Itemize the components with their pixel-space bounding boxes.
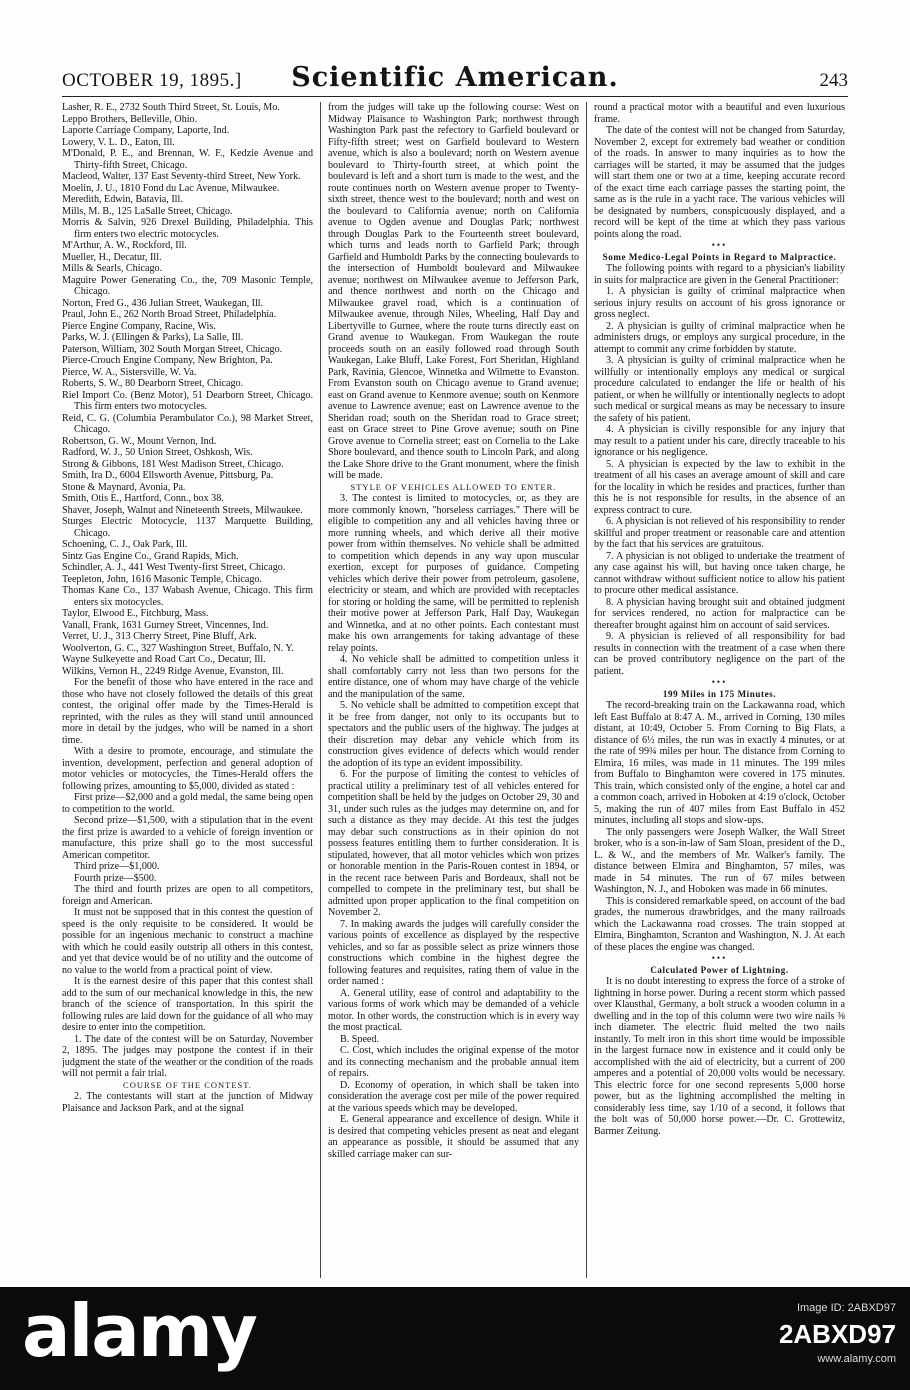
- entrant-entry: Roberts, S. W., 80 Dearborn Street, Chicago.: [62, 378, 244, 389]
- entrant-entry: Reid, C. G. (Columbia Perambulator Co.), 98 Market Street, Chicago.: [62, 412, 313, 435]
- stock-footer-bar: [0, 1287, 910, 1390]
- column-divider: [586, 102, 587, 1278]
- entrant-entry: Radford, W. J., 50 Union Street, Oshkosh, Wis.: [62, 447, 253, 458]
- entrant-entry: Smith, Otis E., Hartford, Conn., box 38.: [62, 493, 224, 504]
- paragraph: With a desire to promote, encourage, and stimulate the invention, development, perfection and general adoption of motor vehicles or motocycles, the Times-Herald offers the following prizes, amounting to $5,000, divided as stated :: [62, 746, 313, 792]
- paragraph: 2. The contestants will start at the junction of Midway Plaisance and Jackson Park, and at the signal: [62, 1091, 313, 1114]
- paragraph: 5. No vehicle shall be admitted to competition except that it be free from danger, not only to its occupants but to spectators and the public users of the highway. The judges at their discretion may debar any vehicle which from its construction gives evidence of defects which would render the adoption of its type an evident impossibility.: [328, 700, 579, 769]
- paragraph: 6. For the purpose of limiting the contest to vehicles of practical utility a preliminary test of all vehicles entered for competition shall be held by the judges on October 29, 30 and 31, under such rules as the judges may determine on, and for such a distance as they may decide. At this test the judges may debar such constructions as in their opinion do not possess features entitling them to further consideration. It is stipulated, however, that all motor vehicles which won prizes or honorable mention in the Paris-Rouen contest in 1894, or in the recent race between Paris and Bordeaux, shall not be compelled to compete in the preliminary test, but shall be admitted upon proper application to the final competition on November 2.: [328, 769, 579, 918]
- journal-title: Scientific American.: [291, 62, 619, 93]
- paragraph: 1. A physician is guilty of criminal malpractice when serious injury results on account of his gross ignorance or gross neglect.: [594, 286, 845, 320]
- paragraph: The following points with regard to a physician's liability in suits for malpractice are given in the General Practitioner:: [594, 263, 845, 286]
- paragraph: 9. A physician is relieved of all responsibility for bad results in connection with the treatment of a case when there can be proved contributory negligence on the part of the patient.: [594, 631, 845, 677]
- column-2: [328, 102, 579, 1280]
- entrant-entry: Smith, Ira D., 6004 Ellsworth Avenue, Pittsburg, Pa.: [62, 470, 274, 481]
- article-heading: 199 Miles in 175 Minutes.: [662, 688, 777, 699]
- paragraph: 2. A physician is guilty of criminal malpractice when he administers drugs, or employs any surgical procedure, in the attempt to commit any crime forbidden by statute.: [594, 320, 845, 355]
- paragraph: 8. A physician having brought suit and obtained judgment for services rendered, no action for malpractice can be thereafter brought against him on account of said services.: [594, 596, 845, 631]
- paragraph: The record-breaking train on the Lackawanna road, which left East Buffalo at 8:47 A. M., arrived in Corning, 130 miles distant, at 10:49, October 5. From Corning to Big Flats, a distance of 6½ miles, the run was in exactly 4 minutes, or at the rate of 99¾ miles per hour. The distance from Corning to Elmira, 16 miles, was made in 11 minutes. The 199 miles from Buffalo to Binghamton were covered in 175 minutes. This train, which consisted only of the engine, a hotel car and a common coach, arrived in Hoboken at 4:19 o'clock, October 5, making the run of 407 miles from East Buffalo in 452 minutes, including all stops and slow-ups.: [594, 700, 845, 826]
- paragraph: A. General utility, ease of control and adaptability to the various forms of work which may be demanded of a vehicle motor. In other words, the construction which is in every way the most practical.: [328, 987, 579, 1033]
- image-id-label: Image ID: 2ABXD97: [796, 1302, 896, 1314]
- paragraph: 3. A physician is guilty of criminal malpractice when he willfully or intentionally employs any medical or surgical procedure calculated to endanger the life or health of his patient, or when he willfully or intentionally neglects to adopt such medical or surgical means as may be necessary to insure the safety of his patient.: [594, 355, 845, 424]
- entrant-entry: M'Arthur, A. W., Rockford, Ill.: [62, 240, 187, 251]
- paragraph: It must not be supposed that in this contest the question of speed is the only requisite to be considered. It would be possible for an ingenious mechanic to construct a machine with which he could easily outstrip all others in this contest, and yet that device would be of no utility and the outcome of no value to the world from a practical point of view.: [62, 907, 313, 976]
- article-heading: Some Medico-Legal Points in Regard to Malpractice.: [602, 251, 837, 262]
- entrant-entry: Riel Import Co. (Benz Motor), 51 Dearborn Street, Chicago. This firm enters two motocycles.: [62, 389, 313, 412]
- entrant-entry: Parks, W. J. (Ellingen & Parks), La Salle, Ill.: [62, 332, 244, 343]
- ornament-divider: •••: [711, 953, 728, 963]
- site-url: www.alamy.com: [817, 1353, 896, 1365]
- paragraph: from the judges will take up the following course: West on Midway Plaisance to Washington Park; northwest through Washington Park past the refectory to Garfield boulevard or Fifty-fifth street; west on Garfield boulevard to Western avenue, which is also a boulevard; north on Western avenue boulevard to Thirty-fourth street, at which point the boulevard is left and a short turn is made to the west, and the route continues north on Western avenue proper to Twenty-sixth street, thence west to the boulevard; north and west on the boulevard to California avenue; north on California avenue to Ogden avenue and Douglas Park; northwest through Douglas Park to the Fourteenth street boulevard, which turns and leads north to Garfield Park; through Garfield and Humboldt Parks by the connecting boulevards to the intersection of Humboldt boulevard and Milwaukee avenue; northwest on Milwaukee avenue to Jefferson Park, and thence northwest and north on the Chicago and Milwaukee gravel road, which is a continuation of Milwaukee avenue, through Niles, Wheeling, Half Day and Libertyville to Gurnee, where the route turns directly east on Grand avenue to Waukegan. From Waukegan the route proceeds south on an easily followed road through South Waukegan, Lake Bluff, Lake Forest, Fort Sheridan, Highland Park, Ravinia, Glencoe, Winnetka and Wilmette to Evanston. From Evanston south on Chicago avenue to Grand avenue; east on Grand avenue to Kenmore avenue; south on Kenmore avenue to Lawrence avenue; east on Lawrence avenue to the Sheridan road; south on the Sheridan road to Grace street; east on Grace street to Pine Grove avenue; south on Pine Grove avenue to Cornelia street; east on Cornelia to the Lake Shore boulevard, and thence south to Lincoln Park, and along the Lake Shore drive to the Grant monument, where the finish will be made.: [328, 102, 579, 481]
- masthead: [62, 56, 848, 96]
- entrant-entry: Sintz Gas Engine Co., Grand Rapids, Mich.: [62, 550, 239, 562]
- page-number: 243: [819, 70, 848, 91]
- section-subheading: STYLE OF VEHICLES ALLOWED TO ENTER.: [350, 481, 557, 492]
- paragraph: 7. In making awards the judges will carefully consider the various points of excellence as displayed by the respective vehicles, and so far as possible select as prize winners those constructions which combine in the highest degree the following features and requisites, rating them of value in the order named :: [328, 918, 579, 987]
- paragraph: Third prize—$1,000.: [74, 861, 160, 872]
- paragraph: 1. The date of the contest will be on Saturday, November 2, 1895. The judges may postpone the contest if in their judgment the state of the weather or the condition of the roads will not permit a fair trial.: [62, 1033, 313, 1079]
- entrant-entry: Mueller, H., Decatur, Ill.: [62, 251, 162, 263]
- section-subheading: COURSE OF THE CONTEST.: [123, 1079, 252, 1090]
- entrant-entry: Vanall, Frank, 1631 Gurney Street, Vincennes, Ind.: [62, 619, 269, 631]
- entrant-entry: Taylor, Elwood E., Fitchburg, Mass.: [62, 608, 209, 619]
- entrant-entry: Sturges Electric Motocycle, 1137 Marquette Building, Chicago.: [62, 516, 313, 539]
- paragraph: B. Speed.: [340, 1033, 379, 1045]
- ornament-divider: •••: [711, 677, 728, 687]
- paragraph: 3. The contest is limited to motocycles, or, as they are more commonly known, "horseless carriages." There will be eligible to competition any and all vehicles having three or more running wheels, and which derive all their motive power from within themselves. No vehicle shall be admitted to competition which depends in any way upon muscular exertion, except for purposes of guidance. Competing vehicles which derive their power from petroleum, gasolene, electricity or steam, and which are provided with receptacles for storing or holding the same, will be permitted to replenish their motive power at Jefferson Park, Half Day, Waukegan and Winnetka, and at no other points. Each contestant must make his own arrangements for taking advantage of these relay points.: [328, 493, 579, 654]
- entrant-entry: Teepleton, John, 1616 Masonic Temple, Chicago.: [62, 573, 262, 585]
- paragraph: For the benefit of those who have entered in the race and those who have not closely followed the details of this great contest, the original offer made by the Times-Herald is reprinted, with the rules as they will stand until announced more in detail by the judges, who will be named in a short time.: [62, 677, 313, 746]
- column-1: [62, 102, 313, 1280]
- entrant-entry: Morris & Salvin, 926 Drexel Building, Philadelphia. This firm enters two electric motocycles.: [62, 217, 313, 240]
- paragraph: C. Cost, which includes the original expense of the motor and its connecting mechanism and the probable annual item of repairs.: [328, 1045, 579, 1079]
- entrant-entry: Strong & Gibbons, 181 West Madison Street, Chicago.: [62, 458, 284, 470]
- paragraph: E. General appearance and excellence of design. While it is desired that competing vehicles present as neat and elegant an appearance as possible, it should be assumed that any skilled carriage maker can sur-: [328, 1114, 579, 1160]
- entrant-entry: Pierce-Crouch Engine Company, New Brighton, Pa.: [62, 355, 273, 366]
- image-id-block: [779, 1299, 896, 1369]
- paragraph: It is no doubt interesting to express the force of a stroke of lightning in horse power. During a recent storm which passed over Klausthal, Germany, a bolt struck a wooden column in a dwelling and in the top of this column were two wire nails ⅜ inch diameter. The electric fluid melted the two nails instantly. To melt iron in this short time would be impossible in the largest furnace now in existence and it could only be accomplished with the aid of electricity, but a current of 200 amperes and a potential of 20,000 volts would be necessary. This electric force for one second represents 5,000 horse power, but as the lightning accomplished the melting in considerably less time, say 1/10 of a second, it follows that the bolt was of 50,000 horse power.—Dr. C. Grottewitz, Barmer Zeitung.: [594, 976, 845, 1137]
- entrant-entry: Mills, M. B., 125 LaSalle Street, Chicago.: [62, 205, 233, 217]
- paragraph: The third and fourth prizes are open to all competitors, foreign and American.: [62, 884, 313, 907]
- paragraph: round a practical motor with a beautiful and even luxurious frame.: [594, 102, 845, 125]
- paragraph: Second prize—$1,500, with a stipulation that in the event the first prize is awarded to a vehicle of foreign invention or manufacture, this prize shall go to the most successful American competitor.: [62, 815, 313, 861]
- entrant-entry: Meredith, Edwin, Batavia, Ill.: [62, 194, 183, 205]
- column-divider: [320, 102, 321, 1278]
- entrant-entry: Pierce Engine Company, Racine, Wis.: [62, 320, 216, 332]
- entrant-entry: Schindler, A. J., 441 West Twenty-first Street, Chicago.: [62, 562, 286, 573]
- column-3: [594, 102, 845, 1280]
- entrant-entry: Macleod, Walter, 137 East Seventy-third Street, New York.: [62, 171, 301, 182]
- entrant-entry: Verret, U. J., 313 Cherry Street, Pine Bluff, Ark.: [62, 631, 257, 642]
- entrant-entry: Shaver, Joseph, Walnut and Nineteenth Streets, Milwaukee.: [62, 504, 303, 516]
- article-heading: Calculated Power of Lightning.: [650, 964, 789, 975]
- image-id: 2ABXD97: [778, 1319, 896, 1349]
- paragraph: Fourth prize—$500.: [74, 872, 157, 884]
- header-rule: [62, 96, 848, 97]
- entrant-entry: Moelin, J. U., 1810 Fond du Lac Avenue, Milwaukee.: [62, 182, 280, 194]
- entrant-entry: Wayne Sulkeyette and Road Cart Co., Decatur, Ill.: [62, 654, 266, 665]
- entrant-entry: M'Donald, P. E., and Brennan, W. F., Kedzie Avenue and Thirty-fifth Street, Chicago.: [62, 148, 313, 171]
- alamy-logo: alamy: [22, 1289, 256, 1373]
- paragraph: 6. A physician is not relieved of his responsibility to render skillful and proper treatment or reasonable care and attention by the fact that his services are gratuitous.: [594, 516, 845, 550]
- paragraph: 7. A physician is not obliged to undertake the treatment of any case against his will, but having once taken charge, he cannot withdraw without sufficient notice to allow his patient to procure other medical assistance.: [594, 550, 845, 596]
- paragraph: 5. A physician is expected by the law to exhibit in the treatment of all his cases an average amount of skill and care for the locality in which he resides and practices, further than this he is not responsible for results, in the absence of an express contract to cure.: [594, 458, 845, 516]
- entrant-entry: Schoening, C. J., Oak Park, Ill.: [62, 539, 188, 550]
- paragraph: D. Economy of operation, in which shall be taken into consideration the average cost per mile of the power required at the various speeds which may be developed.: [328, 1079, 579, 1114]
- entrant-entry: Robertson, G. W., Mount Vernon, Ind.: [62, 435, 217, 447]
- paragraph: The date of the contest will not be changed from Saturday, November 2, except for extremely bad weather or condition of the roads. In answer to many inquiries as to how the carriages will be started, it may be assumed that the judges will start them one or two at a time, keeping accurate record of the exact time each carriage passes the starting point, the same as is the rule in a yacht race. The various vehicles will be designated by numbers, conspicuously displayed, and a record will be kept of the time at which they pass various points along the road.: [594, 125, 845, 240]
- paragraph: The only passengers were Joseph Walker, the Wall Street broker, who is a son-in-law of Sam Sloan, president of the D., L. & W., and the members of Mr. Walker's family. The distance between Elmira and Binghamton, 57 miles, was made in 54 minutes. The run of 67 miles between Washington, N. J., and Hoboken was made in 66 minutes.: [594, 826, 845, 895]
- entrant-entry: Stone & Maynard, Avonia, Pa.: [62, 481, 186, 493]
- entrant-entry: Laporte Carriage Company, Laporte, Ind.: [62, 125, 230, 136]
- entrant-entry: Lowery, V. L. D., Eaton, Ill.: [62, 136, 175, 148]
- entrant-list: [62, 102, 313, 677]
- entrant-entry: Maguire Power Generating Co., the, 709 Masonic Temple, Chicago.: [62, 274, 313, 297]
- entrant-entry: Lasher, R. E., 2732 South Third Street, St. Louis, Mo.: [62, 102, 280, 113]
- entrant-entry: Mills & Searls, Chicago.: [62, 263, 163, 274]
- entrant-entry: Praul, John E., 262 North Broad Street, Philadelphia.: [62, 309, 277, 320]
- paragraph: This is considered remarkable speed, on account of the bad grades, the numerous drawbridges, and the many railroads which the Lackawanna road crosses. The train stopped at Elmira, Binghamton, Scranton and Washington, N. J. At each of these places the engine was changed.: [594, 895, 845, 953]
- entrant-entry: Paterson, William, 302 South Morgan Street, Chicago.: [62, 343, 283, 355]
- entrant-entry: Norton, Fred G., 436 Julian Street, Waukegan, Ill.: [62, 297, 264, 309]
- entrant-entry: Woolverton, G. C., 327 Washington Street, Buffalo, N. Y.: [62, 642, 294, 654]
- paragraph: First prize—$2,000 and a gold medal, the same being open to competition to the world.: [62, 792, 313, 815]
- paragraph: It is the earnest desire of this paper that this contest shall add to the sum of our mechanical knowledge in this, the new branch of the science of transportation. In this spirit the following rules are laid down for the guidance of all who may desire to enter into the competition.: [62, 976, 313, 1033]
- entrant-entry: Pierce, W. A., Sistersville, W. Va.: [62, 366, 197, 378]
- entrant-entry: Thomas Kane Co., 137 Wabash Avenue, Chicago. This firm enters six motocycles.: [62, 585, 313, 608]
- ornament-divider: •••: [711, 240, 728, 250]
- paragraph: 4. A physician is civilly responsible for any injury that may result to a patient under his care, directly traceable to his ignorance or his negligence.: [594, 424, 845, 458]
- entrant-entry: Leppo Brothers, Belleville, Ohio.: [62, 113, 198, 125]
- entrant-entry: Wilkins, Vernon H., 2249 Ridge Avenue, Evanston, Ill.: [62, 665, 284, 677]
- paragraph: 4. No vehicle shall be admitted to competition unless it shall comfortably carry not less than two persons for the entire distance, one of whom may have charge of the vehicle and the manipulation of the same.: [328, 654, 579, 700]
- issue-date: OCTOBER 19, 1895.]: [62, 70, 242, 91]
